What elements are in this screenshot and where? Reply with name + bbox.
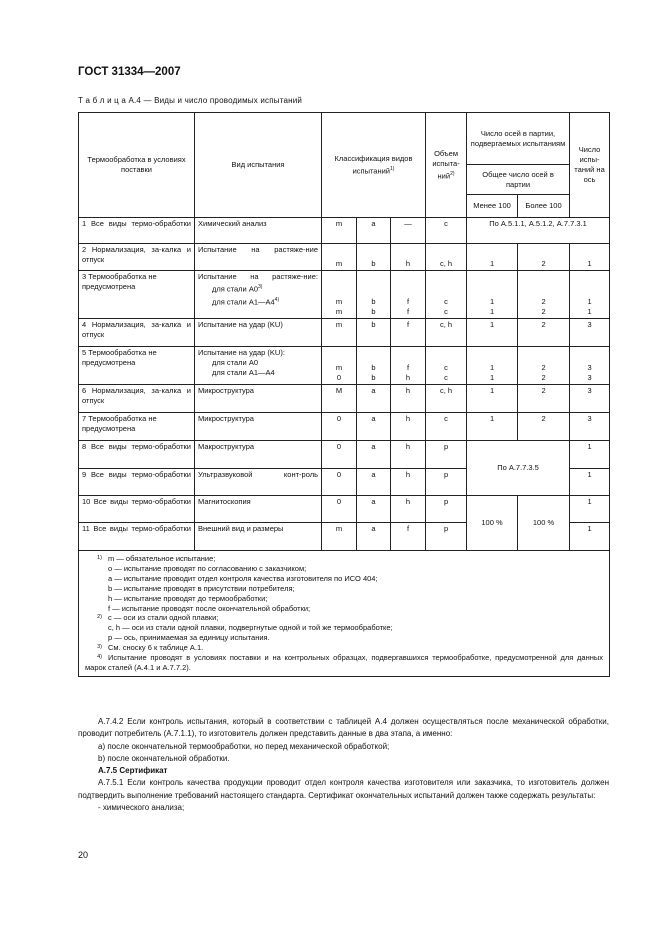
class-1: m <box>322 218 357 244</box>
per-axle: 1 1 <box>570 271 610 319</box>
per-axle: 1 <box>570 441 610 469</box>
merged-reference: По А.5.1.1, А.5.1.2, А.7.7.3.1 <box>467 218 610 244</box>
note-line: b — испытание проводят в присутствии потребителя; <box>108 583 295 593</box>
row-treatment: 3 Термообработка не предусмотрена <box>79 271 195 319</box>
row-test: Микроструктура <box>195 413 322 441</box>
table-row <box>79 385 610 413</box>
less-100: 1 <box>467 385 518 413</box>
class-3: f h <box>391 347 426 385</box>
row-treatment: 8 Все виды термо-обработки <box>79 441 195 469</box>
paragraph-a742: А.7.4.2 Если контроль испытания, который в соответствии с таблицей А.4 должен осуществляться после механической обработки, проводит потребитель (А.7.1.1), то изготовитель должен представить данные в два этапа, а именно: <box>78 717 609 739</box>
class-3: h <box>391 441 426 469</box>
row-treatment: 6 Нормализация, за-калка и отпуск <box>79 385 195 413</box>
row-treatment: 5 Термообработка не предусмотрена <box>79 347 195 385</box>
class-2: b b <box>357 347 391 385</box>
table-row <box>79 413 610 441</box>
volume: p <box>426 523 467 551</box>
class-3: h <box>391 244 426 271</box>
merged-reference-8-9: По А.7.7.3.5 <box>467 441 570 496</box>
row-treatment: 9 Все виды термо-обработки <box>79 469 195 496</box>
page-number: 20 <box>78 850 89 860</box>
class-1: 0 <box>322 469 357 496</box>
volume: p <box>426 469 467 496</box>
more-100-merged: 100 % <box>518 496 570 551</box>
row-test: Химический анализ <box>195 218 322 244</box>
more-100: 2 <box>518 413 570 441</box>
table-row <box>79 441 610 469</box>
volume: c <box>426 218 467 244</box>
per-axle: 1 <box>570 523 610 551</box>
row-test: Испытание на удар (KU): для стали А0 для стали А1—А4 <box>195 347 322 385</box>
class-2: b b <box>357 271 391 319</box>
row-treatment: 7 Термообработка не предусмотрена <box>79 413 195 441</box>
row-test: Ультразвуковой конт-роль <box>195 469 322 496</box>
class-3: f <box>391 319 426 347</box>
header-volume: Объем испыта-ний$^{2)}$ <box>426 113 467 218</box>
more-100: 2 2 <box>518 347 570 385</box>
less-100: 1 1 <box>467 347 518 385</box>
table-row <box>79 319 610 347</box>
row-treatment: 1 Все виды термо-обработки <box>79 218 195 244</box>
row-treatment: 2 Нормализация, за-калка и отпуск <box>79 244 195 271</box>
note-line: 2) c — оси из стали одной плавки; <box>97 613 219 623</box>
class-3: h <box>391 496 426 523</box>
per-axle: 3 <box>570 413 610 441</box>
note-line: h — испытание проводят до термообработки; <box>108 593 268 603</box>
more-100: 2 <box>518 385 570 413</box>
class-3: h <box>391 469 426 496</box>
paragraph-a751: А.7.5.1 Если контроль качества продукции проводит отдел контроля качества изготовителя или заказчика, то изготовитель должен подтвердить выполнение требований настоящего стандарта. Сертификат окончательных испытаний должен также содержать результаты: <box>78 778 609 800</box>
paragraph-item-b: b) после окончательной обработки. <box>98 753 230 763</box>
document-title: ГОСТ 31334—2007 <box>78 66 181 78</box>
header-treatment: Термообработка в условиях поставки <box>79 113 195 218</box>
less-100-merged: 100 % <box>467 496 518 551</box>
paragraph-item-a: a) после окончательной термообработки, но перед механической обработкой; <box>98 741 390 751</box>
class-3: f <box>391 523 426 551</box>
per-axle: 1 <box>570 469 610 496</box>
less-100: 1 <box>467 244 518 271</box>
class-1: 0 <box>322 413 357 441</box>
table-notes <box>79 551 610 677</box>
note-line: f — испытание проводят после окончательной обработки; <box>108 603 311 613</box>
header-classification: Классификация видов испытаний$^{1)}$ <box>322 113 426 218</box>
note-line: а — испытание проводит отдел контроля качества изготовителя по ИСО 404; <box>108 573 378 583</box>
per-axle: 1 <box>570 244 610 271</box>
note-line: p — ось, принимаемая за единицу испытания. <box>108 633 270 643</box>
class-1: m <box>322 244 357 271</box>
class-2: a <box>357 413 391 441</box>
note-line: 4) Испытание проводят в условиях поставки и на контрольных образцах, подвергавшихся термообработке, предусмотренной для данных марок сталей (А.4.1 и А.7.7.2). <box>85 653 604 672</box>
row-test: Внешний вид и размеры <box>195 523 322 551</box>
paragraph-list-item: - химического анализа; <box>98 803 185 813</box>
class-2: a <box>357 385 391 413</box>
class-3: f f <box>391 271 426 319</box>
volume: c c <box>426 271 467 319</box>
class-1: m <box>322 523 357 551</box>
row-test: Магнитоскопия <box>195 496 322 523</box>
per-axle: 3 3 <box>570 347 610 385</box>
class-2: a <box>357 523 391 551</box>
more-100: 2 <box>518 244 570 271</box>
class-2: a <box>357 441 391 469</box>
header-per-axle: Число испы-таний на ось <box>570 113 610 218</box>
row-test: Макроструктура <box>195 441 322 469</box>
less-100: 1 <box>467 413 518 441</box>
volume: p <box>426 441 467 469</box>
row-treatment: 11 Все виды термо-обработки <box>79 523 195 551</box>
class-1: 0 <box>322 441 357 469</box>
row-treatment: 10 Все виды термо-обработки <box>79 496 195 523</box>
note-line: 3) См. сноску 6 к таблице А.1. <box>97 643 204 653</box>
class-1: m m <box>322 271 357 319</box>
header-more-100: Более 100 <box>518 195 570 218</box>
volume: p <box>426 496 467 523</box>
class-2: b <box>357 319 391 347</box>
class-2: a <box>357 469 391 496</box>
volume: c, h <box>426 385 467 413</box>
body-text <box>78 716 609 814</box>
volume: c c <box>426 347 467 385</box>
less-100: 1 <box>467 319 518 347</box>
row-test: Испытание на удар (KU) <box>195 319 322 347</box>
per-axle: 1 <box>570 496 610 523</box>
class-1: m 0 <box>322 347 357 385</box>
table-row <box>79 271 610 319</box>
class-3: — <box>391 218 426 244</box>
table-row <box>79 218 610 244</box>
tests-table <box>78 112 610 677</box>
header-axles-group: Число осей в партии, подвергаемых испытаниям <box>467 113 570 165</box>
class-2: a <box>357 496 391 523</box>
class-1: M <box>322 385 357 413</box>
volume: c, h <box>426 319 467 347</box>
table-row <box>79 244 610 271</box>
class-3: h <box>391 413 426 441</box>
class-2: a <box>357 218 391 244</box>
class-3: h <box>391 385 426 413</box>
more-100: 2 <box>518 319 570 347</box>
per-axle: 3 <box>570 319 610 347</box>
volume: c <box>426 413 467 441</box>
note-line: о — испытание проводят по согласованию с заказчиком; <box>108 563 307 573</box>
less-100: 1 1 <box>467 271 518 319</box>
table-row <box>79 347 610 385</box>
class-1: 0 <box>322 496 357 523</box>
per-axle: 3 <box>570 385 610 413</box>
row-test: Микроструктура <box>195 385 322 413</box>
table-caption: Т а б л и ц а А.4 — Виды и число проводимых испытаний <box>78 96 303 105</box>
row-treatment: 4 Нормализация, за-калка и отпуск <box>79 319 195 347</box>
class-1: m <box>322 319 357 347</box>
note-line: 1) m — обязательное испытание; <box>97 554 216 563</box>
notes-row <box>79 551 610 677</box>
header-test-type: Вид испытания <box>195 113 322 218</box>
more-100: 2 2 <box>518 271 570 319</box>
row-test: Испытание на растяже-ние: для стали А0$^{3)}$ для стали А1—А4$^{4)}$ <box>195 271 322 319</box>
note-line: с, h — оси из стали одной плавки, подвергнутые одной и той же термообработке; <box>108 623 393 633</box>
section-heading-certificate: А.7.5 Сертификат <box>98 766 168 776</box>
class-2: b <box>357 244 391 271</box>
row-test: Испытание на растяже-ние <box>195 244 322 271</box>
volume: c, h <box>426 244 467 271</box>
header-less-100: Менее 100 <box>467 195 518 218</box>
table-row <box>79 496 610 523</box>
header-total-axles: Общее число осей в партии <box>467 165 570 195</box>
